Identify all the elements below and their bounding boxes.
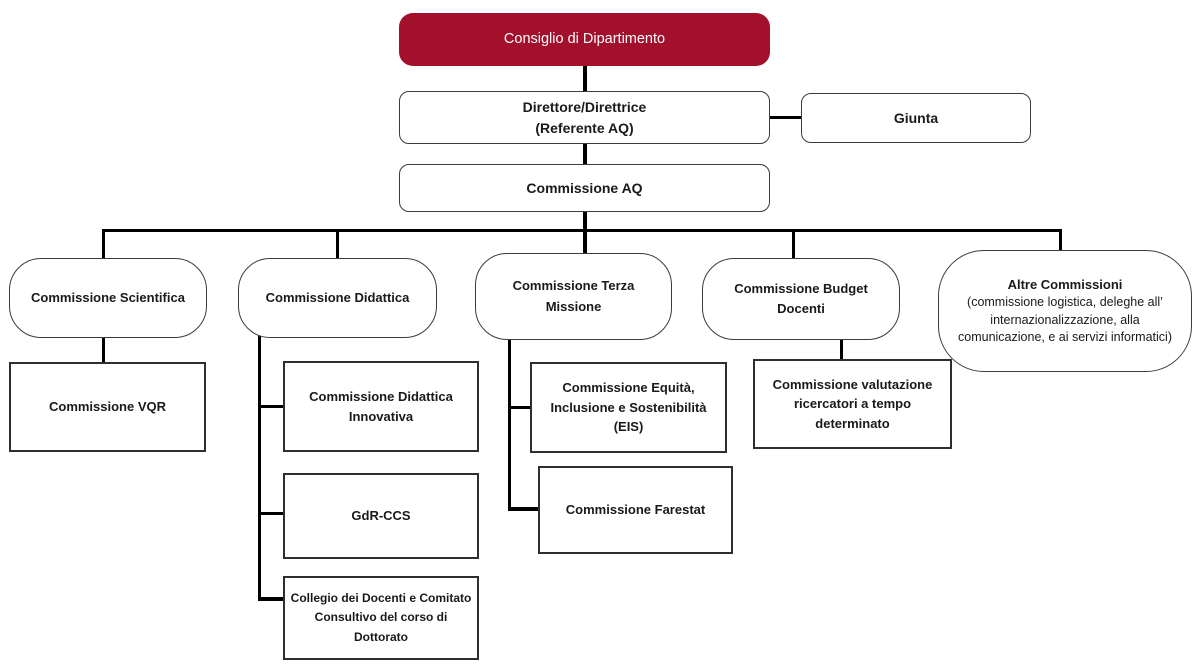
org-node-commissione-eis — [530, 362, 727, 453]
org-node-direttore — [399, 91, 770, 144]
connector-consiglio-direttore — [583, 63, 587, 93]
connector-bar-didattica — [336, 229, 339, 259]
connector-direttore-giunta — [768, 116, 802, 119]
node-label: Commissione Didattica Innovativa — [309, 389, 453, 424]
connector-aq-terza — [583, 211, 587, 254]
connector-bar-altre — [1059, 229, 1062, 252]
node-label: Consiglio di Dipartimento — [503, 30, 666, 47]
connector-bar-scientifica — [102, 229, 105, 259]
org-node-collegio-dottorato — [283, 576, 479, 660]
node-label: Commissione Didattica — [265, 289, 410, 305]
org-node-commissione-vqr — [9, 362, 206, 452]
connector-scientifica-vqr — [102, 336, 105, 363]
node-label: Collegio dei Docenti e Comitato Consultivo del corso di Dottorato — [290, 591, 472, 644]
org-node-commissione-aq — [399, 164, 770, 212]
org-node-giunta — [801, 93, 1031, 143]
connector-horizontal-bar — [103, 229, 1062, 232]
node-label: Commissione Budget Docenti — [734, 280, 868, 316]
connector-stub-innovativa — [258, 405, 284, 408]
connector-direttore-aq — [583, 143, 587, 165]
node-label: Commissione Scientifica — [31, 289, 185, 305]
connector-stub-collegio — [258, 597, 284, 601]
org-node-gdr-ccs — [283, 473, 479, 559]
connector-stub-farestat — [508, 507, 539, 511]
org-node-altre-commissioni — [938, 250, 1192, 372]
org-node-consiglio-di-dipartimento — [399, 13, 770, 66]
node-description: (commissione logistica, deleghe all’ internazionalizzazione, alla comunicazione, e ai servizi informatici) — [958, 295, 1172, 344]
node-label: Commissione VQR — [48, 399, 167, 415]
connector-stub-eis — [508, 406, 531, 409]
connector-budget-valutazione — [840, 338, 843, 359]
org-node-commissione-terza-missione — [475, 253, 672, 340]
node-label: Commissione Farestat — [565, 502, 706, 518]
node-label: Commissione Terza Missione — [512, 278, 635, 314]
node-title: Altre Commissioni — [1007, 276, 1123, 292]
node-label: Commissione valutazione ricercatori a tempo determinato — [772, 376, 933, 431]
connector-terza-trunk — [508, 338, 511, 511]
org-node-commissione-didattica-innovativa — [283, 361, 479, 452]
node-label: GdR-CCS — [351, 508, 411, 524]
connector-didattica-trunk — [258, 332, 261, 601]
org-node-commissione-scientifica — [9, 258, 207, 338]
connector-bar-budget — [792, 229, 795, 259]
node-label-line2: (Referente AQ) — [535, 119, 634, 136]
node-label-line1: Direttore/Direttrice — [522, 98, 647, 115]
org-node-commissione-farestat — [538, 466, 733, 554]
org-node-commissione-budget-docenti — [702, 258, 900, 340]
org-node-commissione-didattica — [238, 258, 437, 338]
node-label: Giunta — [893, 109, 939, 126]
org-node-valutazione-rtd — [753, 359, 952, 449]
connector-stub-gdrccs — [258, 512, 284, 515]
node-label: Commissione Equità, Inclusione e Sostenibilità (EIS) — [550, 380, 707, 435]
node-label: Commissione AQ — [526, 179, 643, 196]
